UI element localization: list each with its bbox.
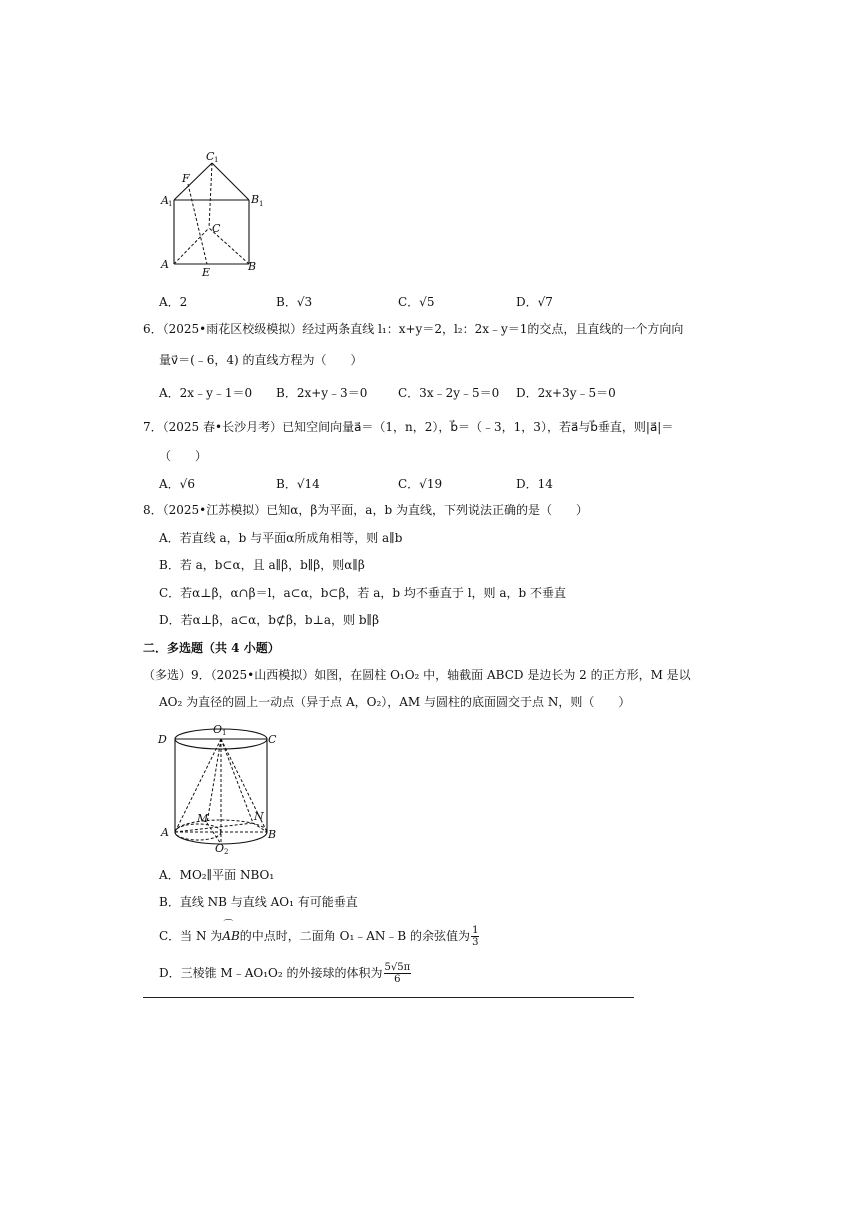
label-a: A	[161, 258, 169, 271]
label-o1: O	[213, 723, 223, 736]
q9-stem-line2: AO₂ 为直径的圆上一动点（异于点 A，O₂），AM 与圆柱的底面圆交于点 N，则（ ）	[159, 695, 631, 709]
label-a: A	[161, 826, 169, 839]
label-b1: B	[251, 193, 260, 206]
q9-stem-line1: （多选）9．（2025•山西模拟）如图，在圆柱 O₁O₂ 中，轴截面 ABCD 是边长为 2 的正方形，M 是以	[143, 668, 691, 682]
label-b: B	[248, 260, 257, 273]
label-b1-sub: 1	[259, 200, 264, 208]
q6-option-c: C．3x﹣2y﹣5＝0	[398, 386, 500, 400]
q7-stem-line2: （ ）	[159, 449, 208, 463]
q7-option-c: C．√19	[398, 477, 443, 491]
q6-option-b: B．2x+y﹣3＝0	[276, 386, 368, 400]
q9-option-d	[159, 962, 411, 985]
q7-option-b: B．√14	[276, 477, 320, 491]
label-d: D	[158, 733, 167, 746]
q7-option-a: A．√6	[159, 477, 195, 491]
label-c: C	[212, 222, 221, 235]
q5-option-d: D．√7	[516, 295, 553, 309]
q7-option-d: D．14	[516, 477, 553, 491]
q5-option-b: B．√3	[276, 295, 313, 309]
label-c1: C	[206, 150, 215, 163]
q9-option-b: B．直线 NB 与直线 AO₁ 有可能垂直	[159, 895, 358, 909]
footer-divider	[143, 997, 634, 998]
fraction-denominator: 3	[472, 937, 479, 948]
q5-option-a: A．2	[159, 295, 188, 309]
label-n: N	[254, 810, 264, 823]
q5-option-c: C．√5	[398, 295, 435, 309]
fraction-volume	[384, 962, 412, 985]
section-heading-multiple-choice: 二．多选题（共 4 小题）	[143, 641, 280, 655]
fraction-numerator: 5√5π	[384, 962, 411, 973]
label-c: C	[268, 733, 277, 746]
q8-stem: 8．（2025•江苏模拟）已知α，β为平面，a，b 为直线，下列说法正确的是（ ）	[143, 503, 588, 517]
fraction-denominator: 6	[394, 974, 401, 985]
q6-option-d: D．2x+3y﹣5＝0	[516, 386, 616, 400]
q6-stem-line2: 量v⃗＝(﹣6，4) 的直线方程为（ ）	[159, 353, 363, 367]
label-o1-sub: 1	[222, 729, 227, 737]
q9-option-d-prefix: D．三棱锥 M﹣AO₁O₂ 的外接球的体积为	[159, 966, 383, 980]
label-e: E	[202, 266, 211, 279]
prism-figure	[155, 148, 275, 280]
fraction-one-third	[471, 925, 479, 948]
q9-option-a: A．MO₂∥平面 NBO₁	[159, 868, 275, 882]
q7-stem-line1: 7．（2025 春•长沙月考）已知空间向量a⃗＝（1，n，2），b⃗＝（﹣3，1，3），若a⃗与b⃗垂直，则|a⃗|＝	[143, 420, 674, 434]
label-f: F	[182, 172, 190, 185]
fraction-numerator: 1	[472, 925, 479, 936]
q8-option-a: A．若直线 a，b 与平面α所成角相等，则 a∥b	[159, 531, 403, 545]
label-a1-sub: 1	[168, 200, 173, 208]
label-a1: A	[161, 194, 169, 207]
q9-option-c-prefix: C．当 N 为	[159, 929, 223, 943]
cylinder-figure	[155, 720, 285, 855]
q6-option-a: A．2x﹣y﹣1＝0	[159, 386, 253, 400]
q8-option-b: B．若 a，b⊂α，且 a∥β，b∥β，则α∥β	[159, 558, 365, 572]
q9-option-c	[159, 925, 479, 948]
q8-option-d: D．若α⊥β，a⊂α，b⊄β，b⊥a，则 b∥β	[159, 613, 380, 627]
q9-option-c-middle: 的中点时，二面角 O₁﹣AN﹣B 的余弦值为	[239, 929, 471, 943]
q6-stem-line1: 6．（2025•雨花区校级模拟）经过两条直线 l₁：x+y＝2，l₂：2x﹣y＝1的交点，且直线的一个方向向	[143, 322, 684, 336]
label-m: M	[197, 812, 209, 825]
arc-ab: ⌒ AB	[222, 928, 239, 944]
label-b: B	[268, 828, 277, 841]
label-c1-sub: 1	[214, 156, 219, 164]
label-o2-sub: 2	[224, 848, 229, 855]
q8-option-c: C．若α⊥β，α∩β＝l，a⊂α，b⊂β，若 a，b 均不垂直于 l，则 a，b 不垂直	[159, 586, 567, 600]
label-o2: O	[215, 842, 225, 855]
